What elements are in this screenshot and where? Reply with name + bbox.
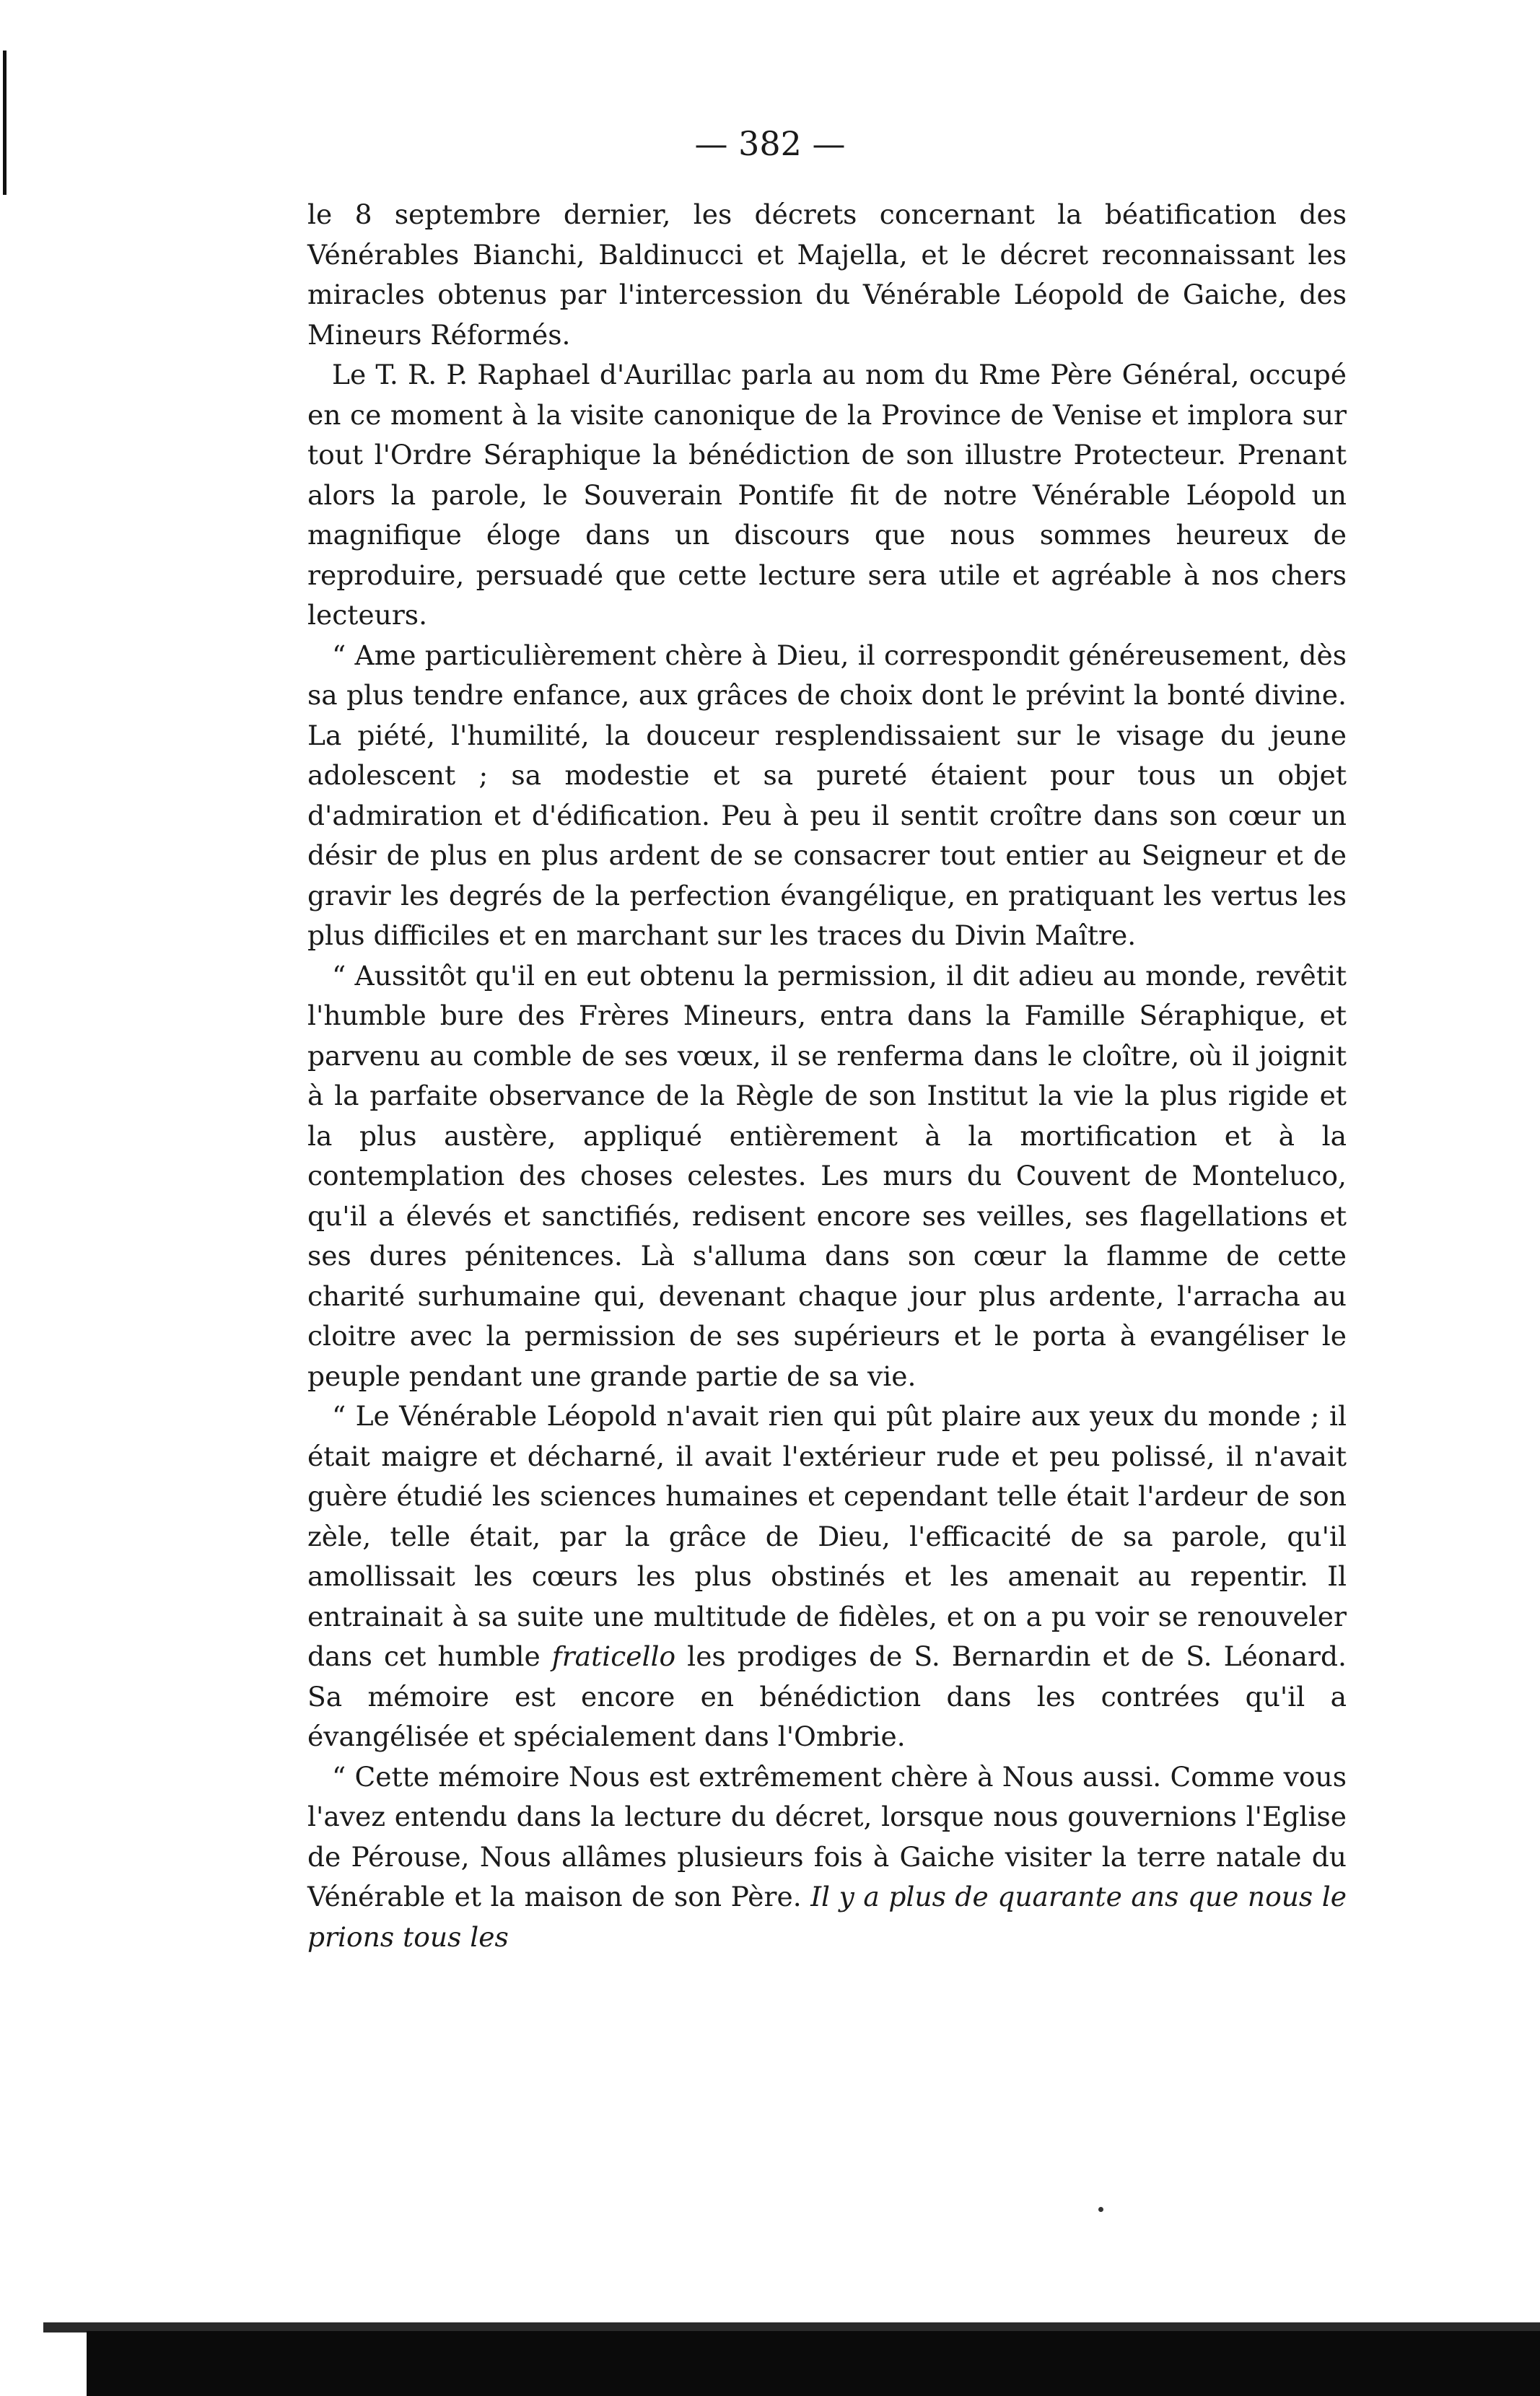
paragraph-2: Le T. R. P. Raphael d'Aurillac parla au nom du Rme Père Général, occupé en ce moment à la visite canonique de la Province de Venise et implora sur tout l'Ordre Séraphique la bénédiction de son illustre Protecteur. Prenant alors la parole, le Souverain Pontife fit de notre Vénérable Léopold un magnifique éloge dans un discours que nous sommes heureux de reproduire, persuadé que cette lecture sera utile et agréable à nos chers lecteurs. [307,359,1347,631]
paragraph-3: “ Ame particulièrement chère à Dieu, il correspondit généreusement, dès sa plus tendre enfance, aux grâces de choix dont le prévint la bonté divine. La piété, l'humilité, la douceur resplendissaient sur le visage du jeune adolescent ; sa modestie et sa pureté étaient pour tous un objet d'admiration et d'édification. Peu à peu il sentit croître dans son cœur un désir de plus en plus ardent de se consacrer tout entier au Seigneur et de gravir les degrés de la perfection évangélique, en pratiquant les vertus les plus difficiles et en marchant sur les traces du Divin Maître. [307,639,1347,951]
paragraph-4: “ Aussitôt qu'il en eut obtenu la permission, il dit adieu au monde, revêtit l'humble bure des Frères Mineurs, entra dans la Famille Séraphique, et parvenu au comble de ses vœux, il se renferma dans le cloître, où il joignit à la parfaite observance de la Règle de son Institut la vie la plus rigide et la plus austère, appliqué entièrement à la mortification et à la contemplation des choses celestes. Les murs du Couvent de Monteluco, qu'il a élevés et sanctifiés, redisent encore ses veilles, ses flagellations et ses dures pénitences. Là s'alluma dans son cœur la flamme de cette charité surhumaine qui, devenant chaque jour plus ardente, l'arracha au cloitre avec la permission de ses supérieurs et le porta à evangéliser le peuple pendant une grande partie de sa vie. [307,959,1347,1392]
scan-bottom-border [87,2331,1540,2396]
paragraph-1: le 8 septembre dernier, les décrets concernant la béatification des Vénérables Bianchi, Baldinucci et Majella, et le décret reconnaissant les miracles obtenus par l'intercession du Vénérable Léopold de Gaiche, des Mineurs Réformés. [307,198,1347,351]
paragraph-5-text-before: “ Le Vénérable Léopold n'avait rien qui pût plaire aux yeux du monde ; il était maigre et décharné, il avait l'extérieur rude et peu polissé, il n'avait guère étudié les sciences humaines et cependant telle était l'ardeur de son zèle, telle était, par la grâce de Dieu, l'efficacité de sa parole, qu'il amollissait les cœurs les plus obstinés et les amenait au repentir. Il entrainait à sa suite une multitude de fidèles, et on a pu voir se renouveler dans cet humble [307,1400,1347,1672]
paragraph-6-italic: Il y a plus de quarante ans que nous le prions tous les [307,1881,1347,1953]
page-edge-rule [3,51,6,195]
paragraph-6-text-before: “ Cette mémoire Nous est extrêmement chère à Nous aussi. Comme vous l'avez entendu dans la lecture du décret, lorsque nous gouvernions l'Eglise de Pérouse, Nous allâmes plusieurs fois à Gaiche visiter la terre natale du Vénérable et la maison de son Père. [307,1760,1347,1912]
paragraph-5-italic: fraticello [551,1640,676,1672]
paragraph-5 [307,1396,1347,1757]
page-number: — 382 — [694,124,846,163]
paragraph-5-text-after: les prodiges de S. Bernardin et de S. Léonard. Sa mémoire est encore en bénédiction dans les contrées qu'il a évangélisée et spécialement dans l'Ombrie. [307,1640,1347,1752]
body-text [307,195,1347,1957]
paragraph-6 [307,1757,1347,1958]
stray-mark [1098,2207,1103,2212]
